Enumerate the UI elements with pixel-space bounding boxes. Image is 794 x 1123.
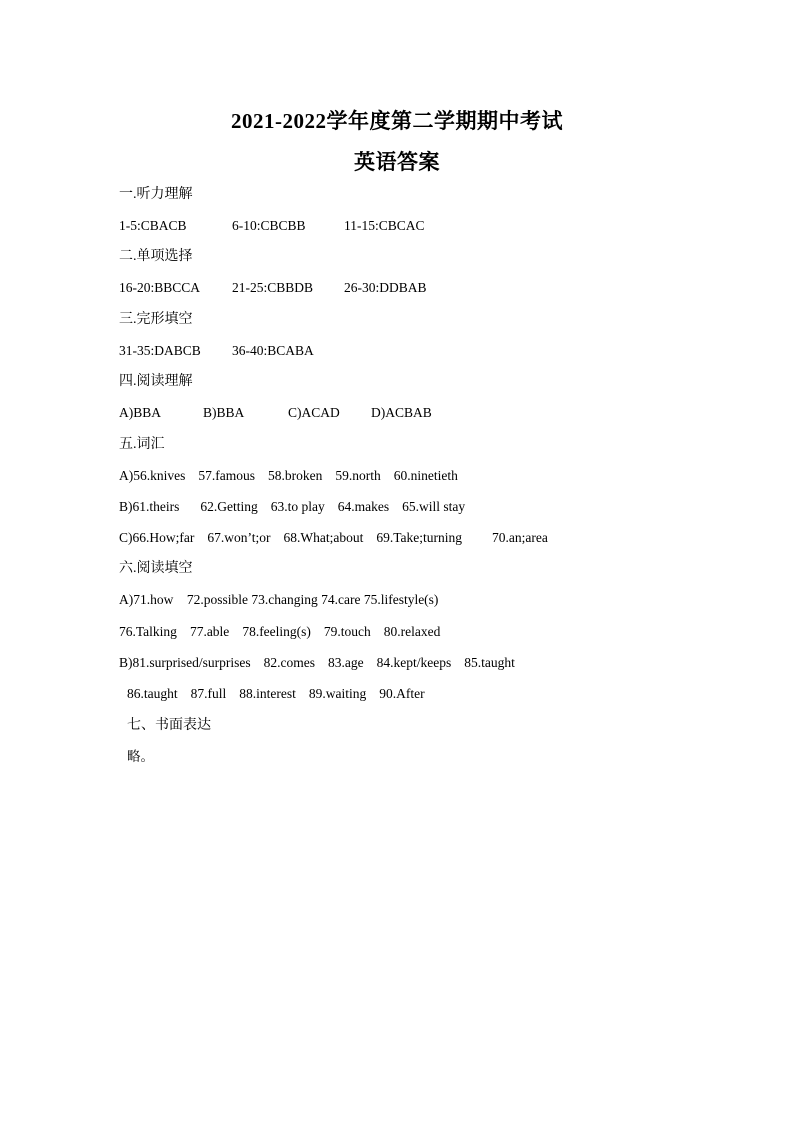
answers-row-vocabulary-b bbox=[119, 498, 465, 516]
answer-item: 83.age bbox=[328, 655, 364, 670]
answer-group: 11-15:CBCAC bbox=[344, 218, 425, 233]
page-subtitle: 英语答案 bbox=[354, 150, 440, 174]
answer-item: 62.Getting bbox=[200, 499, 258, 514]
section-heading-vocabulary: 五.词汇 bbox=[119, 437, 165, 452]
section-heading-cloze: 三.完形填空 bbox=[119, 312, 193, 327]
answer-group: A)BBA bbox=[119, 405, 162, 420]
writing-answer: 略。 bbox=[127, 749, 154, 764]
answer-item: 77.able bbox=[189, 624, 230, 639]
answer-item: B)81.surprised/surprises bbox=[119, 655, 251, 670]
answers-row-reading-fill-b2 bbox=[127, 685, 425, 703]
answer-item: 57.famous bbox=[198, 468, 255, 483]
section-heading-writing: 七、书面表达 bbox=[127, 718, 211, 733]
answer-group: C)ACAD bbox=[288, 405, 340, 420]
answers-row-reading-fill-b1 bbox=[119, 654, 515, 672]
answers-row-cloze bbox=[119, 342, 419, 360]
answer-item: 64.makes bbox=[337, 499, 390, 514]
answer-item: 67.won’t;or bbox=[207, 530, 271, 545]
answer-group: B)BBA bbox=[203, 405, 245, 420]
answer-group: 6-10:CBCBB bbox=[232, 218, 306, 233]
answers-row-listening bbox=[119, 217, 519, 235]
answer-item: 80.relaxed bbox=[383, 624, 441, 639]
answer-group: 21-25:CBBDB bbox=[232, 280, 314, 295]
answer-group: 31-35:DABCB bbox=[119, 343, 201, 358]
section-heading-listening: 一.听力理解 bbox=[119, 187, 193, 202]
section-heading-reading-fill: 六.阅读填空 bbox=[119, 561, 193, 576]
answer-item: 69.Take;turning bbox=[376, 530, 463, 545]
answer-item: 59.north bbox=[335, 468, 381, 483]
answer-item: 70.an;area bbox=[492, 530, 548, 545]
answer-item: 89.waiting bbox=[308, 686, 367, 701]
answer-group: 1-5:CBACB bbox=[119, 218, 187, 233]
answer-item: 78.feeling(s) bbox=[242, 624, 311, 639]
answer-item: 86.taught bbox=[127, 686, 178, 701]
answer-item: A)56.knives bbox=[119, 468, 186, 483]
answer-item: 82.comes bbox=[263, 655, 315, 670]
section-heading-reading: 四.阅读理解 bbox=[119, 374, 193, 389]
answer-item: B)61.theirs bbox=[119, 499, 180, 514]
answer-item: 76.Talking bbox=[119, 624, 177, 639]
answer-item: 60.ninetieth bbox=[393, 468, 458, 483]
answer-item: 79.touch bbox=[323, 624, 371, 639]
answer-item: 87.full bbox=[190, 686, 227, 701]
answers-row-vocabulary-a bbox=[119, 467, 458, 485]
answer-item: C)66.How;far bbox=[119, 530, 195, 545]
answer-item: 84.kept/keeps bbox=[376, 655, 452, 670]
answers-row-single-choice bbox=[119, 279, 519, 297]
answer-item: 58.broken bbox=[268, 468, 323, 483]
answers-row-vocabulary-c bbox=[119, 529, 548, 547]
answer-item: 68.What;about bbox=[283, 530, 364, 545]
answer-item: 90.After bbox=[379, 686, 425, 701]
answer-group: 36-40:BCABA bbox=[232, 343, 314, 358]
section-heading-single-choice: 二.单项选择 bbox=[119, 249, 193, 264]
answer-group: 16-20:BBCCA bbox=[119, 280, 201, 295]
answer-group: D)ACBAB bbox=[371, 405, 432, 420]
answers-row-reading-fill-a2 bbox=[119, 623, 440, 641]
answer-item: 88.interest bbox=[239, 686, 296, 701]
answer-item: 85.taught bbox=[464, 655, 515, 670]
answer-item: 65.will stay bbox=[402, 499, 466, 514]
page-title: 2021-2022学年度第二学期期中考试 bbox=[231, 109, 563, 133]
answer-group: 26-30:DDBAB bbox=[344, 280, 427, 295]
answers-row-reading-fill-a1: A)71.how 72.possible 73.changing 74.care 75.lifestyle(s) bbox=[119, 592, 439, 607]
answer-item: 63.to play bbox=[270, 499, 325, 514]
answers-row-reading bbox=[119, 404, 519, 422]
